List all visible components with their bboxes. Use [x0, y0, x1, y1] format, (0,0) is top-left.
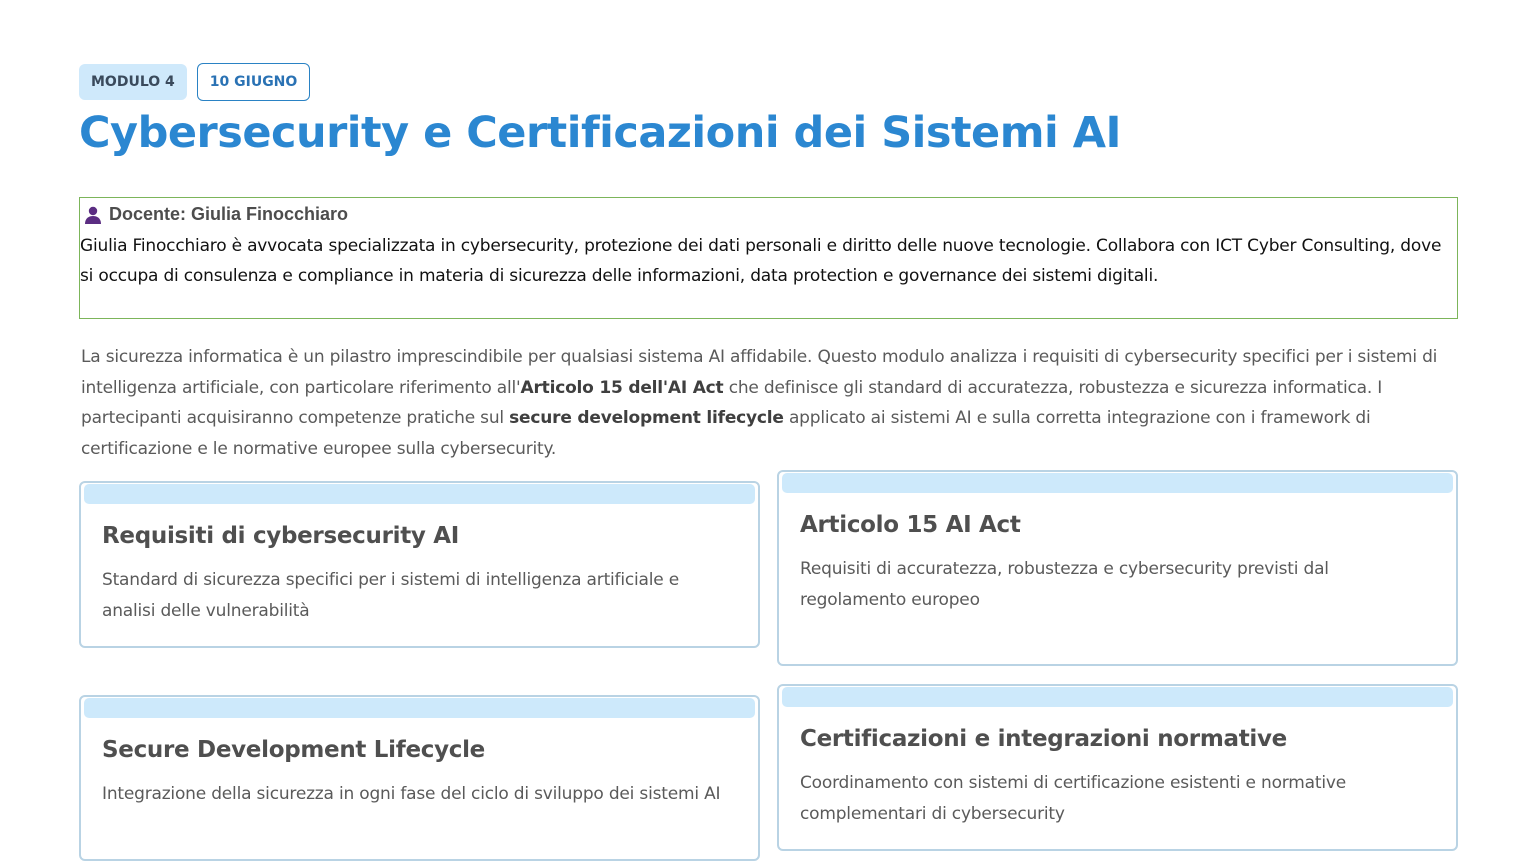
page-title: Cybersecurity e Certificazioni dei Sistemi AI — [79, 108, 1122, 158]
card-title: Requisiti di cybersecurity AI — [102, 523, 460, 549]
topic-card — [79, 481, 760, 648]
card-accent-bar — [84, 698, 755, 718]
card-title: Articolo 15 AI Act — [800, 512, 1021, 538]
card-text: Standard di sicurezza specifici per i sistemi di intelligenza artificiale e analisi delle vulnerabilità — [102, 570, 679, 621]
card-text: Integrazione della sicurezza in ogni fase del ciclo di sviluppo dei sistemi AI — [102, 784, 721, 804]
card-text: Coordinamento con sistemi di certificazione esistenti e normative complementari di cybersecurity — [800, 773, 1346, 824]
person-icon — [83, 205, 103, 225]
topic-card — [79, 695, 760, 861]
module-badge: MODULO 4 — [79, 64, 187, 100]
card-text: Requisiti di accuratezza, robustezza e cybersecurity previsti dal regolamento europeo — [800, 559, 1329, 610]
intro-bold-1: Articolo 15 dell'AI Act — [520, 377, 724, 398]
card-accent-bar — [84, 484, 755, 504]
card-accent-bar — [782, 473, 1453, 493]
intro-text-1: La sicurezza informatica è un pilastro imprescindibile per qualsiasi sistema AI affidabile. Questo modulo analizza i requisiti di cybersecurity specifici per i sistemi di intelligenza artificiale, con particolare riferimento all' — [81, 347, 1438, 398]
docente-heading-text: Docente: Giulia Finocchiaro — [109, 204, 349, 224]
badge-row — [79, 64, 310, 101]
card-accent-bar — [782, 687, 1453, 707]
docente-box — [79, 197, 1458, 319]
intro-text-2: che definisce gli standard di accuratezza, robustezza e sicurezza informatica. I partecipanti acquisiranno competenze pratiche sul — [81, 377, 1383, 428]
docente-heading — [83, 204, 348, 225]
intro-bold-2: secure development lifecycle — [509, 408, 784, 428]
date-badge: 10 GIUGNO — [197, 63, 311, 101]
topic-card — [777, 684, 1458, 851]
module-intro — [81, 342, 1441, 464]
card-title: Certificazioni e integrazioni normative — [800, 726, 1287, 752]
docente-bio: Giulia Finocchiaro è avvocata specializzata in cybersecurity, protezione dei dati personali e diritto delle nuove tecnologie. Collabora con ICT Cyber Consulting, dove si occupa di consulenza e compliance in materia di sicurezza delle informazioni, data protection e governance dei sistemi digitali. — [80, 236, 1442, 286]
card-title: Secure Development Lifecycle — [102, 737, 485, 763]
topic-card — [777, 470, 1458, 666]
intro-text-3: applicato ai sistemi AI e sulla corretta integrazione con i framework di certificazione e le normative europee sulla cybersecurity. — [81, 408, 1371, 459]
